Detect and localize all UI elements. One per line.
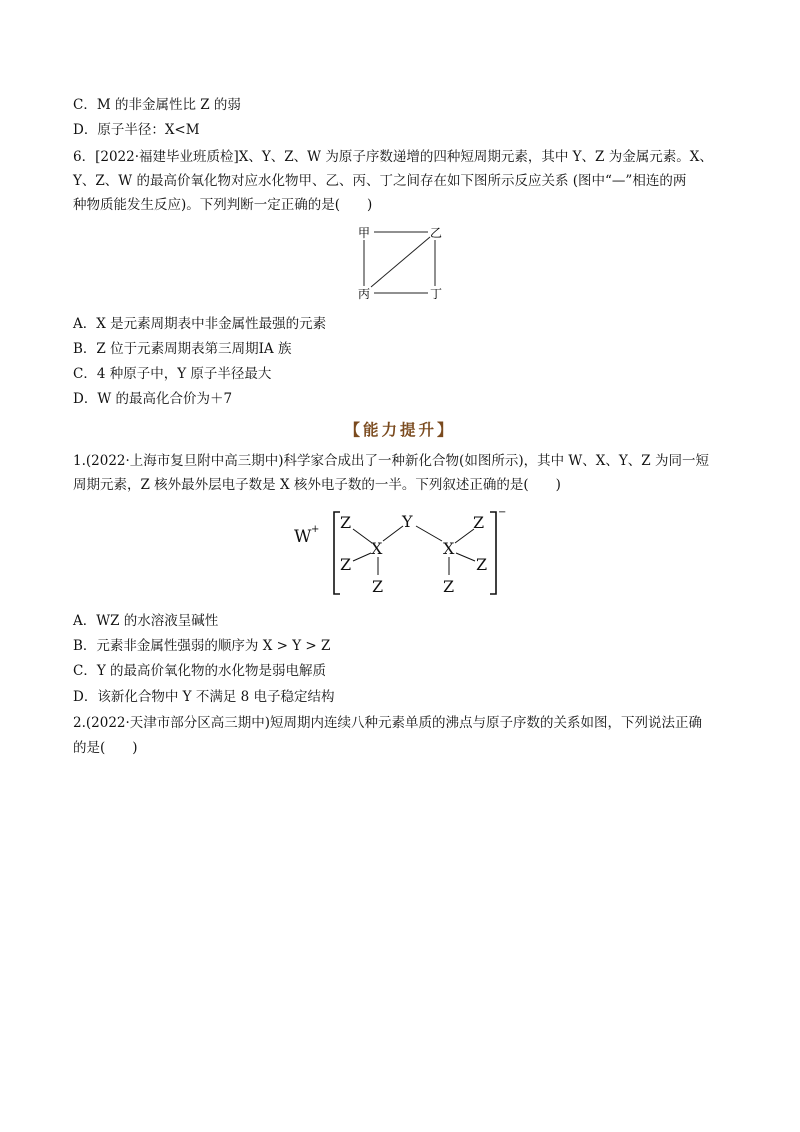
bond-y-x2 (416, 526, 442, 541)
option-d: D．原子半径：X<M (73, 122, 200, 138)
label-bing: 丙 (358, 287, 371, 301)
bond-x1-z-ul (353, 529, 372, 543)
atom-z: Z (443, 577, 455, 596)
q6-option-d: D．W 的最高化合价为＋7 (73, 391, 233, 407)
q6-stem-line-2: Y、Z、W 的最高价氧化物对应水化物甲、乙、丙、丁之间存在如下图所示反应关系 (图中“—”相连的两 (73, 173, 687, 189)
bond-x1-z-ll (353, 553, 371, 561)
p2-stem-line-1: 2.(2022·天津市部分区高三期中)短周期内连续八种元素单质的沸点与原子序数的关系如图，下列说法正确 (73, 715, 703, 731)
option-c: C．M 的非金属性比 Z 的弱 (73, 97, 241, 113)
q6-stem-line-1: 6．[2022·福建毕业班质检]X、Y、Z、W 为原子序数递增的四种短周期元素，其中 Y、Z 为金属元素。X、 (73, 149, 713, 165)
atom-x: X (443, 539, 455, 558)
q6-stem-line-3: 种物质能发生反应)。下列判断一定正确的是( ) (73, 197, 373, 213)
right-bracket (490, 512, 496, 594)
anion-charge: − (498, 507, 507, 518)
atom-z: Z (340, 513, 352, 532)
p1-stem-line-2: 周期元素，Z 核外最外层电子数是 X 核外电子数的一半。下列叙述正确的是( ) (73, 477, 561, 493)
cation-charge: + (311, 524, 320, 535)
compound-structure (290, 505, 510, 597)
label-jia: 甲 (358, 226, 371, 240)
label-yi: 乙 (430, 226, 443, 240)
cation-w: W (294, 527, 312, 547)
atom-z: Z (340, 555, 352, 574)
reaction-diagram (350, 222, 450, 306)
atom-y: Y (402, 512, 413, 531)
q6-option-a: A．X 是元素周期表中非金属性最强的元素 (73, 316, 327, 332)
p1-option-d: D．该新化合物中 Y 不满足 8 电子稳定结构 (73, 689, 335, 705)
bond-x2-z-ur (455, 529, 474, 543)
edge-bing-yi (371, 237, 430, 287)
p2-stem-line-2: 的是( ) (73, 740, 138, 756)
section-heading: 【能力提升】 (344, 421, 456, 439)
p1-option-b: B．元素非金属性强弱的顺序为 X > Y > Z (73, 638, 331, 654)
bond-x2-z-lr (456, 553, 475, 561)
q6-option-b: B．Z 位于元素周期表第三周期ⅠA 族 (73, 341, 292, 357)
q6-option-c: C．4 种原子中，Y 原子半径最大 (73, 366, 272, 382)
atom-z: Z (476, 555, 488, 574)
atom-z: Z (473, 513, 485, 532)
atom-z: Z (372, 577, 384, 596)
label-ding: 丁 (430, 287, 443, 301)
p1-option-c: C．Y 的最高价氧化物的水化物是弱电解质 (73, 663, 327, 679)
atom-x: X (371, 539, 383, 558)
p1-option-a: A．WZ 的水溶液呈碱性 (73, 613, 219, 629)
bond-x1-y (383, 526, 403, 541)
p1-stem-line-1: 1.(2022·上海市复旦附中高三期中)科学家合成出了一种新化合物(如图所示)，其中 W、X、Y、Z 为同一短 (73, 453, 709, 469)
